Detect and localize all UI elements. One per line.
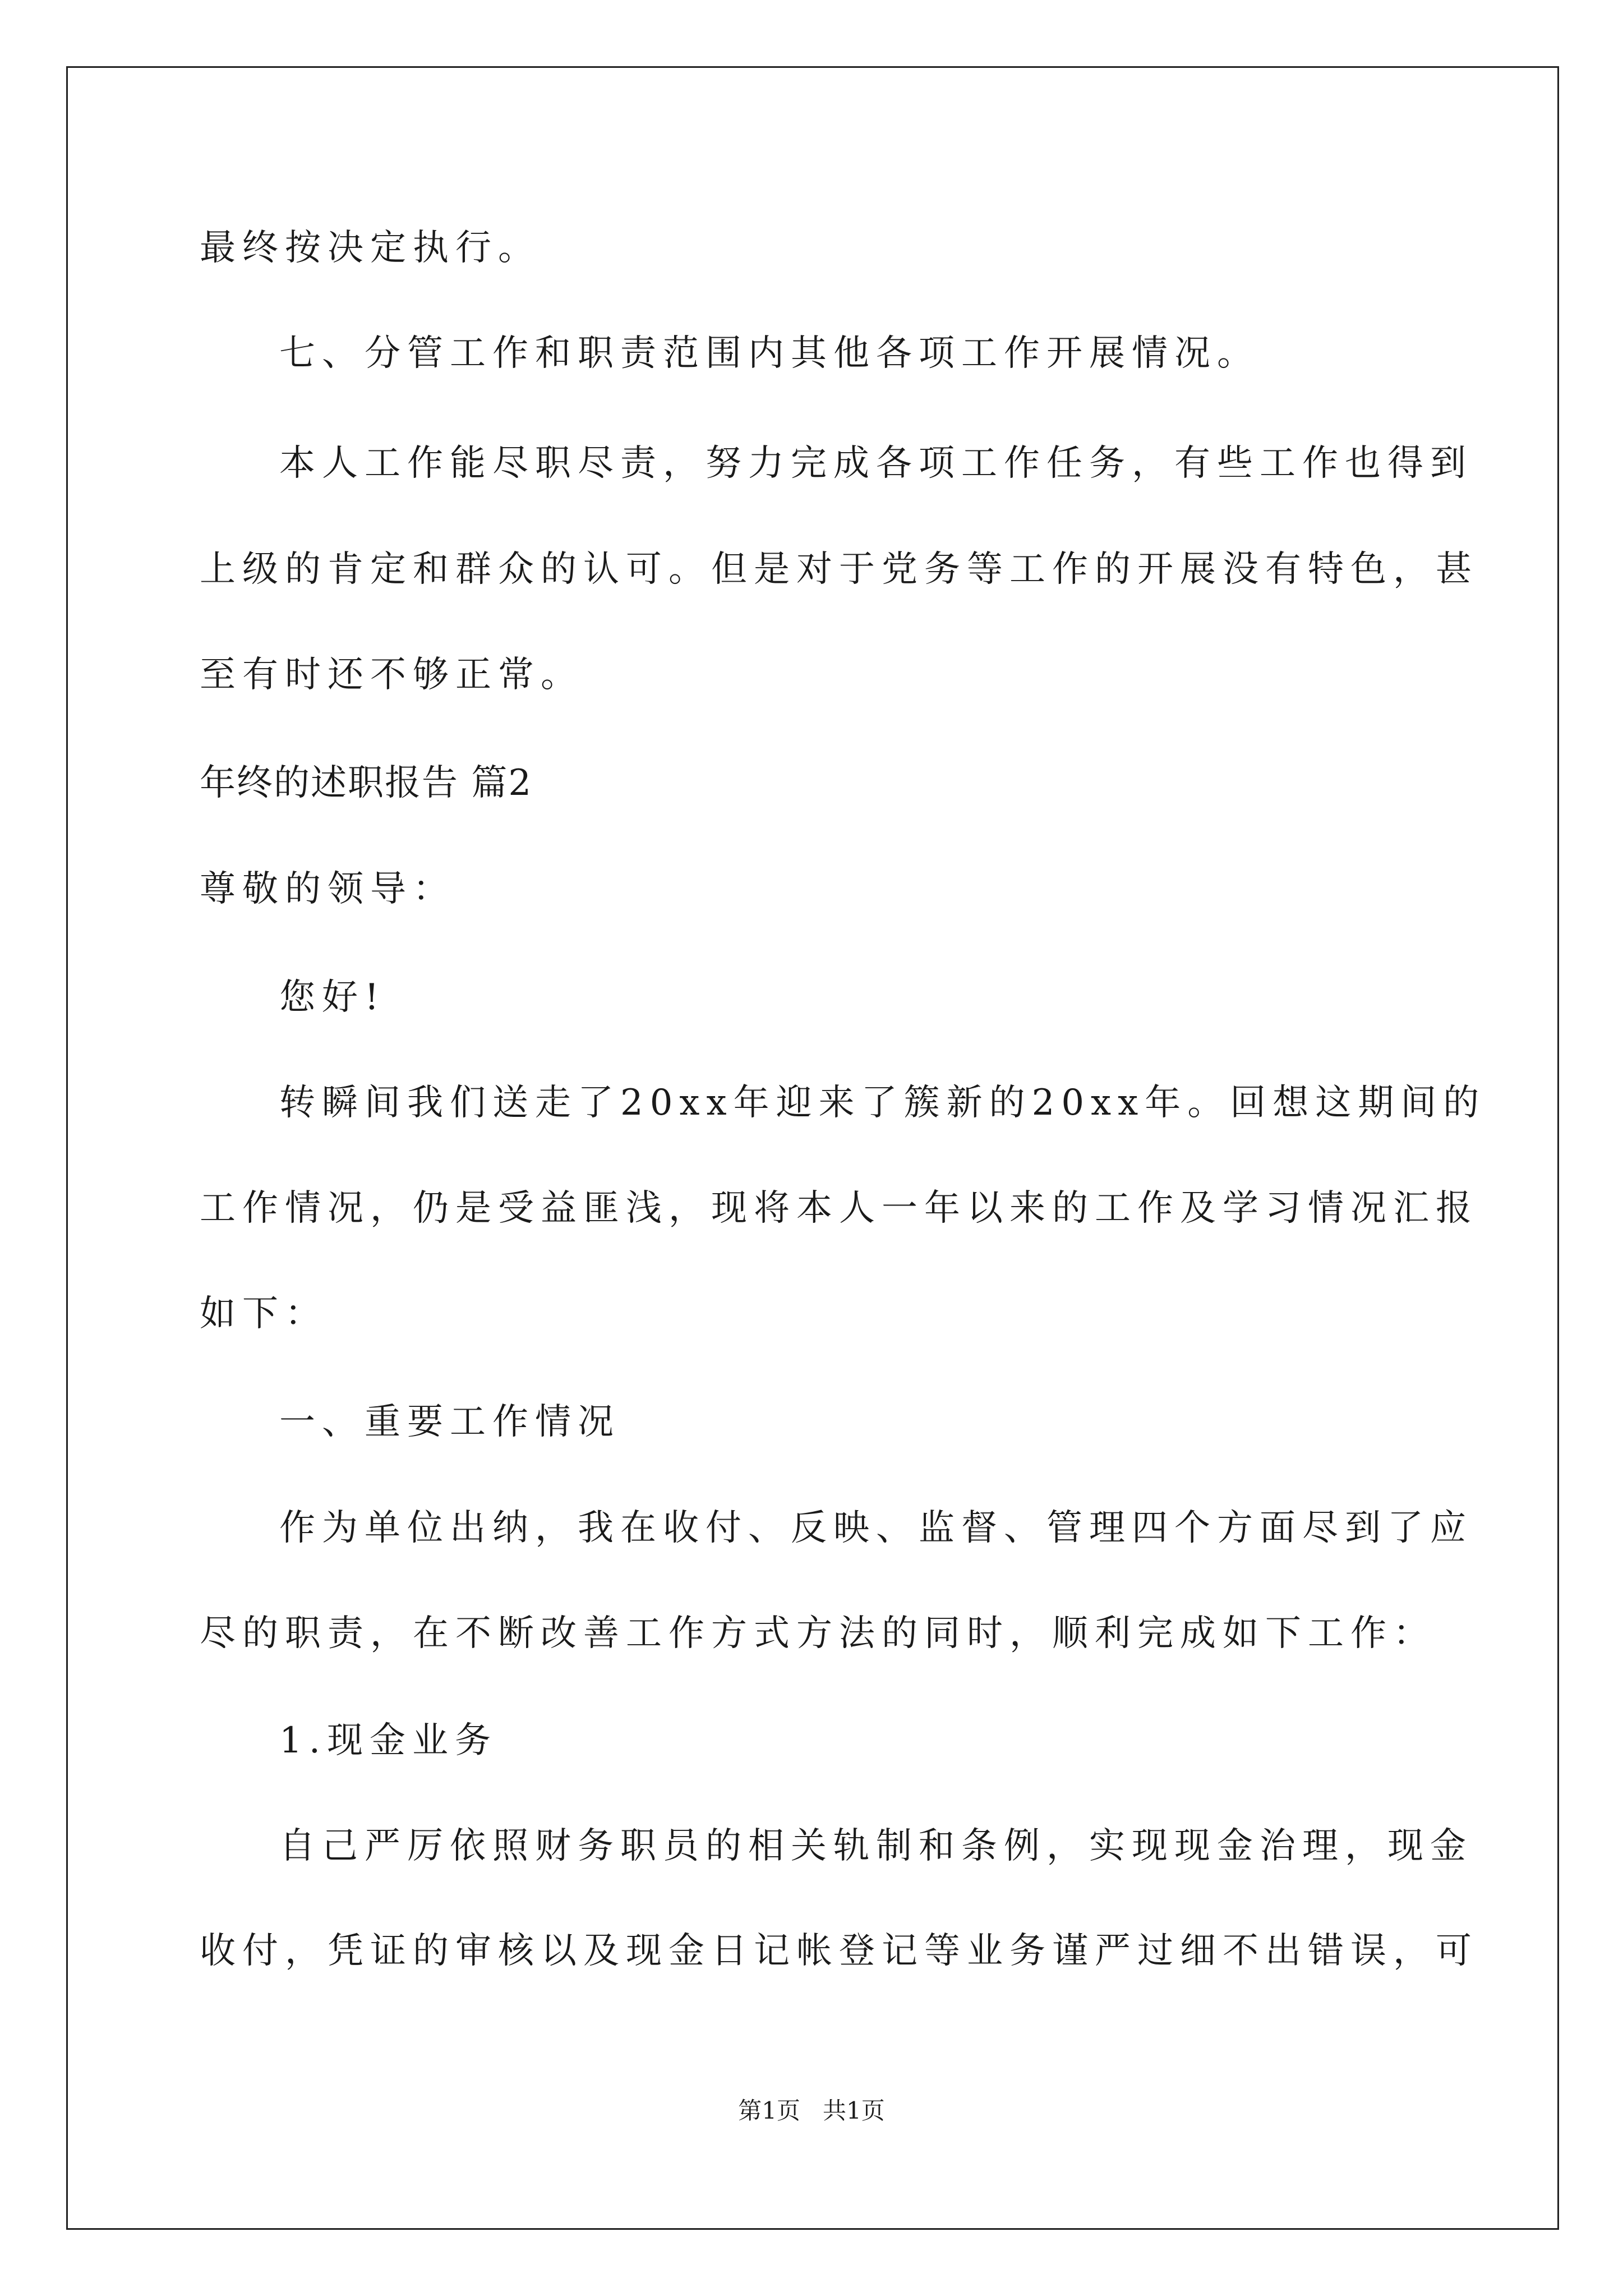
body-line: 作为单位出纳，我在收付、反映、监督、管理四个方面尽到了应 — [279, 1507, 1473, 1549]
salutation: 尊敬的领导： — [200, 868, 455, 910]
body-line: 工作情况，仍是受益匪浅，现将本人一年以来的工作及学习情况汇报 — [200, 1188, 1478, 1229]
body-line: 最终按决定执行。 — [200, 227, 541, 269]
body-line: 收付，凭证的审核以及现金日记帐登记等业务谨严过细不出错误，可 — [200, 1930, 1478, 1972]
page-border — [66, 66, 1559, 2230]
body-line: 至有时还不够正常。 — [200, 654, 583, 696]
body-line: 自己严厉依照财务职员的相关轨制和条例，实现现金治理，现金 — [279, 1825, 1473, 1867]
page-number-footer: 第1页 共1页 — [738, 2097, 885, 2124]
body-line: 本人工作能尽职尽责，努力完成各项工作任务，有些工作也得到 — [279, 443, 1473, 484]
section-heading: 一、重要工作情况 — [279, 1401, 620, 1443]
body-line: 上级的肯定和群众的认可。但是对于党务等工作的开展没有特色，甚 — [200, 549, 1478, 590]
article-title: 年终的述职报告 篇2 — [200, 762, 533, 804]
subsection-heading: 1.现金业务 — [279, 1720, 498, 1761]
greeting: 您好! — [279, 977, 386, 1018]
body-line: 如下： — [200, 1293, 328, 1335]
body-line: 尽的职责，在不断改善工作方式方法的同时，顺利完成如下工作： — [200, 1613, 1436, 1654]
body-line: 转瞬间我们送走了20xx年迎来了簇新的20xx年。回想这期间的 — [279, 1082, 1486, 1124]
section-heading: 七、分管工作和职责范围内其他各项工作开展情况。 — [279, 333, 1260, 374]
